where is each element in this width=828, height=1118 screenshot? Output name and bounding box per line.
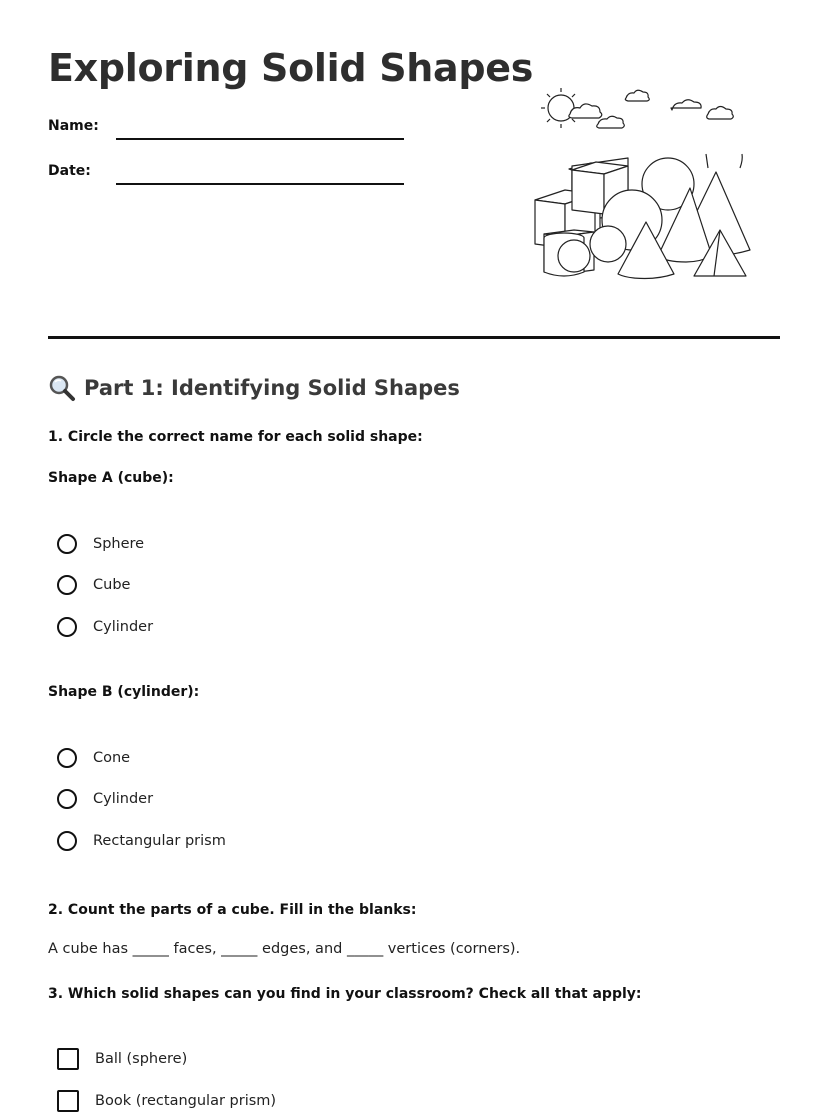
radio-option[interactable] bbox=[57, 789, 153, 809]
solid-shapes-illustration bbox=[530, 80, 760, 285]
fill-in-sentence[interactable]: A cube has _____ faces, _____ edges, and _____ vertices (corners). bbox=[48, 941, 521, 957]
option-label: Book (rectangular prism) bbox=[95, 1093, 277, 1109]
date-field bbox=[48, 163, 91, 179]
cylinder-shape bbox=[544, 233, 590, 276]
radio-option[interactable] bbox=[57, 748, 130, 768]
part1-heading-text: Part 1: Identifying Solid Shapes bbox=[84, 376, 460, 400]
option-label: Cylinder bbox=[93, 619, 154, 635]
option-label: Ball (sphere) bbox=[95, 1051, 188, 1067]
date-label: Date: bbox=[48, 163, 91, 179]
checkbox-option[interactable] bbox=[57, 1048, 187, 1070]
motion-mark bbox=[740, 154, 742, 168]
radio-button[interactable] bbox=[57, 617, 77, 637]
option-label: Cube bbox=[93, 577, 131, 593]
date-blank-line[interactable] bbox=[116, 183, 404, 185]
question-2-prompt: 2. Count the parts of a cube. Fill in the blanks: bbox=[48, 902, 417, 918]
radio-option[interactable] bbox=[57, 831, 226, 851]
option-label: Cone bbox=[93, 750, 131, 766]
name-field bbox=[48, 118, 99, 134]
section-divider bbox=[48, 336, 780, 339]
checkbox-option[interactable] bbox=[57, 1090, 276, 1112]
part1-heading bbox=[48, 374, 460, 402]
sphere-shape bbox=[590, 226, 626, 262]
radio-button[interactable] bbox=[57, 789, 77, 809]
option-label: Rectangular prism bbox=[93, 833, 226, 849]
radio-option[interactable] bbox=[57, 534, 144, 554]
radio-option[interactable] bbox=[57, 617, 153, 637]
question-3-prompt: 3. Which solid shapes can you find in your classroom? Check all that apply: bbox=[48, 986, 642, 1002]
option-label: Sphere bbox=[93, 536, 145, 552]
name-label: Name: bbox=[48, 118, 99, 134]
name-blank-line[interactable] bbox=[116, 138, 404, 140]
magnifier-icon bbox=[48, 374, 76, 402]
checkbox[interactable] bbox=[57, 1048, 79, 1070]
shape-b-label: Shape B (cylinder): bbox=[48, 684, 200, 700]
radio-button[interactable] bbox=[57, 831, 77, 851]
worksheet-title: Exploring Solid Shapes bbox=[48, 46, 534, 90]
motion-mark bbox=[706, 154, 708, 168]
option-label: Cylinder bbox=[93, 791, 154, 807]
shape-a-label: Shape A (cube): bbox=[48, 470, 174, 486]
cloud-icon bbox=[569, 90, 733, 128]
radio-button[interactable] bbox=[57, 748, 77, 768]
radio-button[interactable] bbox=[57, 534, 77, 554]
checkbox[interactable] bbox=[57, 1090, 79, 1112]
radio-option[interactable] bbox=[57, 575, 130, 595]
question-1-prompt: 1. Circle the correct name for each solid shape: bbox=[48, 429, 423, 445]
radio-button[interactable] bbox=[57, 575, 77, 595]
